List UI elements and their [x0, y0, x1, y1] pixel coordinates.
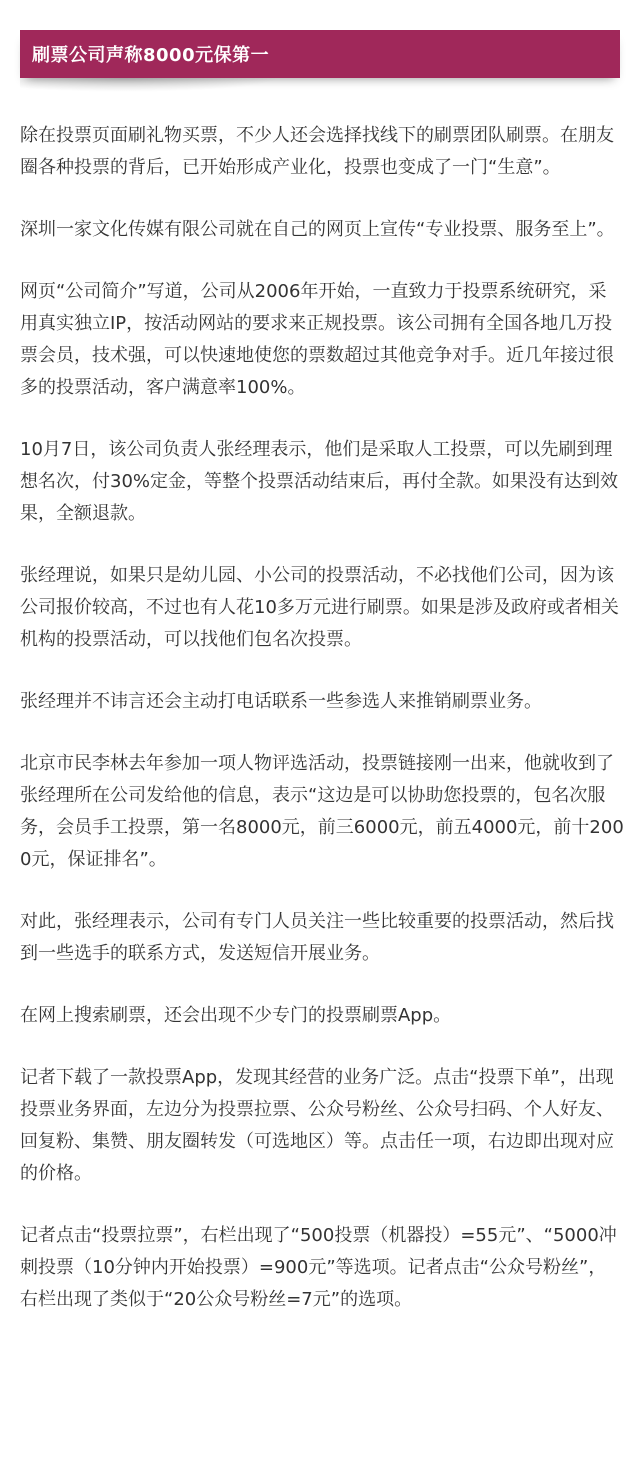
paragraph: 北京市民李林去年参加一项人物评选活动，投票链接刚一出来，他就收到了张经理所在公司发给他的信息，表示“这边是可以协助您投票的，包名次服务，会员手工投票，第一名8000元，前三6000元，前五4000元，前十2000元，保证排名”。	[20, 753, 624, 870]
article-body	[20, 120, 624, 1346]
paragraph: 10月7日，该公司负责人张经理表示，他们是采取人工投票，可以先刷到理想名次，付30%定金，等整个投票活动结束后，再付全款。如果没有达到效果，全额退款。	[20, 439, 619, 524]
paragraph: 网页“公司简介”写道，公司从2006年开始，一直致力于投票系统研究，采用真实独立IP，按活动网站的要求来正规投票。该公司拥有全国各地几万投票会员，技术强，可以快速地使您的票数超过其他竞争对手。近几年接过很多的投票活动，客户满意率100%。	[20, 281, 614, 398]
paragraph: 深圳一家文化传媒有限公司就在自己的网页上宣传“专业投票、服务至上”。	[20, 219, 615, 240]
paragraph: 记者下载了一款投票App，发现其经营的业务广泛。点击“投票下单”，出现投票业务界面，左边分为投票拉票、公众号粉丝、公众号扫码、个人好友、回复粉、集赞、朋友圈转发（可选地区）等。点击任一项，右边即出现对应的价格。	[20, 1067, 614, 1184]
section-title: 刷票公司声称8000元保第一	[32, 45, 270, 66]
section-title-bar	[20, 30, 620, 78]
paragraph: 记者点击“投票拉票”，右栏出现了“500投票（机器投）=55元”、“5000冲刺投票（10分钟内开始投票）=900元”等选项。记者点击“公众号粉丝”，右栏出现了类似于“20公众号粉丝=7元”的选项。	[20, 1225, 617, 1310]
paragraph: 对此，张经理表示，公司有专门人员关注一些比较重要的投票活动，然后找到一些选手的联系方式，发送短信开展业务。	[20, 911, 614, 964]
paragraph: 张经理并不讳言还会主动打电话联系一些参选人来推销刷票业务。	[20, 691, 542, 712]
paragraph: 张经理说，如果只是幼儿园、小公司的投票活动，不必找他们公司，因为该公司报价较高，不过也有人花10多万元进行刷票。如果是涉及政府或者相关机构的投票活动，可以找他们包名次投票。	[20, 565, 619, 650]
paragraph: 除在投票页面刷礼物买票，不少人还会选择找线下的刷票团队刷票。在朋友圈各种投票的背后，已开始形成产业化，投票也变成了一门“生意”。	[20, 125, 614, 178]
paragraph: 在网上搜索刷票，还会出现不少专门的投票刷票App。	[20, 1005, 452, 1026]
title-shadow	[20, 78, 280, 92]
